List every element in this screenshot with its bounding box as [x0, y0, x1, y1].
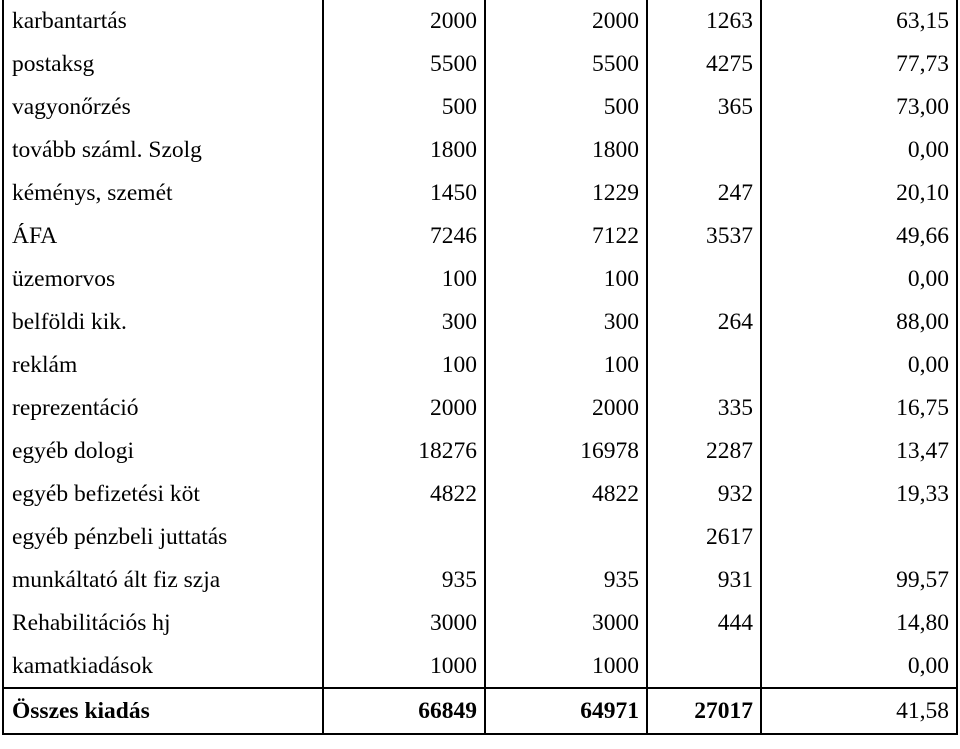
row-value-c [647, 258, 761, 301]
row-value-d: 0,00 [761, 129, 957, 172]
row-label: reprezentáció [3, 387, 323, 430]
row-value-b: 100 [485, 344, 647, 387]
row-label: üzemorvos [3, 258, 323, 301]
row-value-b: 4822 [485, 473, 647, 516]
total-label: Összes kiadás [3, 688, 323, 734]
row-label: vagyonőrzés [3, 86, 323, 129]
row-value-c: 335 [647, 387, 761, 430]
table-row [3, 172, 957, 215]
row-value-a: 100 [323, 258, 485, 301]
total-value-b: 64971 [485, 688, 647, 734]
row-label: egyéb dologi [3, 430, 323, 473]
row-value-b: 2000 [485, 387, 647, 430]
row-value-c [647, 129, 761, 172]
row-value-a: 2000 [323, 387, 485, 430]
row-label: belföldi kik. [3, 301, 323, 344]
row-value-b: 2000 [485, 0, 647, 43]
row-value-c: 444 [647, 602, 761, 645]
row-value-b: 16978 [485, 430, 647, 473]
row-value-b: 300 [485, 301, 647, 344]
row-value-d: 14,80 [761, 602, 957, 645]
table-row [3, 430, 957, 473]
table-row [3, 559, 957, 602]
row-label: ÁFA [3, 215, 323, 258]
table-row [3, 258, 957, 301]
row-value-b [485, 516, 647, 559]
table-row [3, 344, 957, 387]
row-value-d: 0,00 [761, 258, 957, 301]
table-row [3, 516, 957, 559]
row-label: egyéb pénzbeli juttatás [3, 516, 323, 559]
row-value-b: 1229 [485, 172, 647, 215]
row-label: egyéb befizetési köt [3, 473, 323, 516]
row-value-c: 365 [647, 86, 761, 129]
row-value-b: 7122 [485, 215, 647, 258]
table-row [3, 645, 957, 688]
total-row [3, 688, 957, 734]
row-value-d: 16,75 [761, 387, 957, 430]
row-value-c: 932 [647, 473, 761, 516]
row-value-a: 500 [323, 86, 485, 129]
row-value-d: 73,00 [761, 86, 957, 129]
row-value-a: 18276 [323, 430, 485, 473]
row-label: kéménys, szemét [3, 172, 323, 215]
row-value-d: 0,00 [761, 645, 957, 688]
row-value-c [647, 645, 761, 688]
table-row [3, 215, 957, 258]
row-value-a: 1450 [323, 172, 485, 215]
row-value-d: 19,33 [761, 473, 957, 516]
row-value-d: 20,10 [761, 172, 957, 215]
row-value-b: 1800 [485, 129, 647, 172]
row-value-c: 4275 [647, 43, 761, 86]
table-row [3, 387, 957, 430]
row-value-a: 5500 [323, 43, 485, 86]
row-value-d: 88,00 [761, 301, 957, 344]
row-value-b: 500 [485, 86, 647, 129]
row-label: karbantartás [3, 0, 323, 43]
row-value-c: 3537 [647, 215, 761, 258]
table-row [3, 301, 957, 344]
row-value-d: 63,15 [761, 0, 957, 43]
table-row [3, 602, 957, 645]
expense-table [2, 0, 958, 735]
row-value-a: 3000 [323, 602, 485, 645]
row-value-a: 2000 [323, 0, 485, 43]
row-value-d: 49,66 [761, 215, 957, 258]
row-value-c: 247 [647, 172, 761, 215]
row-value-a: 7246 [323, 215, 485, 258]
row-label: postaksg [3, 43, 323, 86]
table-row [3, 129, 957, 172]
table-row [3, 43, 957, 86]
row-value-d: 0,00 [761, 344, 957, 387]
row-value-a: 935 [323, 559, 485, 602]
total-value-c: 27017 [647, 688, 761, 734]
row-value-d: 13,47 [761, 430, 957, 473]
total-value-a: 66849 [323, 688, 485, 734]
row-label: Rehabilitációs hj [3, 602, 323, 645]
row-value-b: 100 [485, 258, 647, 301]
row-value-a [323, 516, 485, 559]
row-value-a: 300 [323, 301, 485, 344]
row-label: kamatkiadások [3, 645, 323, 688]
row-value-b: 5500 [485, 43, 647, 86]
row-label: munkáltató ált fiz szja [3, 559, 323, 602]
row-value-d: 99,57 [761, 559, 957, 602]
row-value-c: 2287 [647, 430, 761, 473]
row-value-b: 935 [485, 559, 647, 602]
row-value-c: 2617 [647, 516, 761, 559]
expense-table-body [3, 0, 957, 734]
row-value-d: 77,73 [761, 43, 957, 86]
row-value-b: 3000 [485, 602, 647, 645]
row-value-c: 931 [647, 559, 761, 602]
row-value-c: 1263 [647, 0, 761, 43]
row-value-a: 100 [323, 344, 485, 387]
table-row [3, 86, 957, 129]
row-value-d [761, 516, 957, 559]
row-label: reklám [3, 344, 323, 387]
table-row [3, 473, 957, 516]
row-label: tovább száml. Szolg [3, 129, 323, 172]
row-value-c: 264 [647, 301, 761, 344]
row-value-c [647, 344, 761, 387]
row-value-a: 1800 [323, 129, 485, 172]
row-value-a: 4822 [323, 473, 485, 516]
total-value-d: 41,58 [761, 688, 957, 734]
row-value-b: 1000 [485, 645, 647, 688]
row-value-a: 1000 [323, 645, 485, 688]
table-row [3, 0, 957, 43]
